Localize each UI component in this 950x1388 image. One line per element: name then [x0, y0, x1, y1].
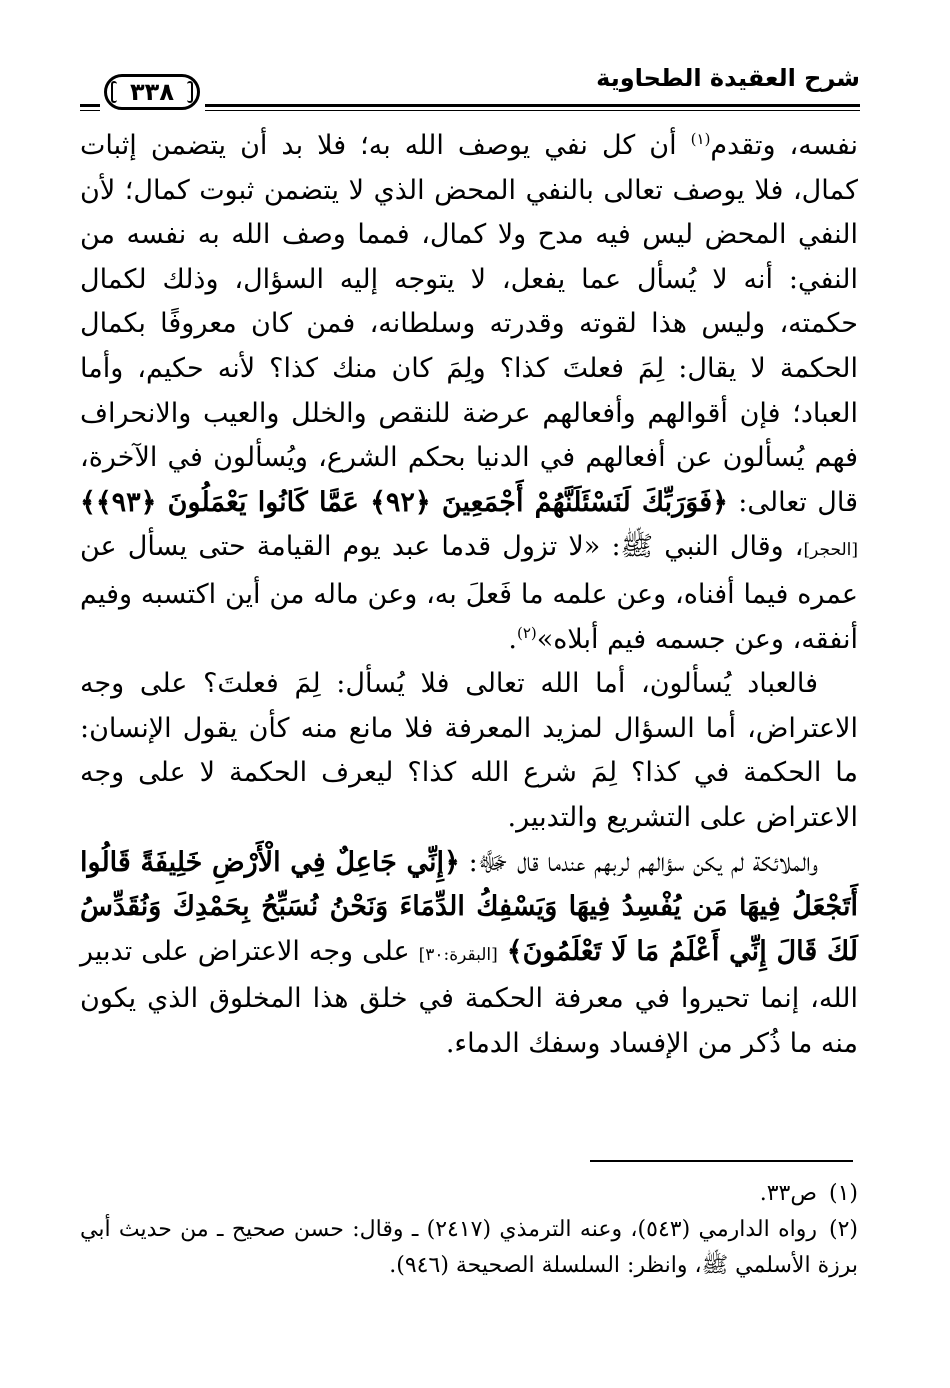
paragraph-1 — [80, 124, 858, 662]
verse-reference-hijr: [الحجر] — [803, 540, 858, 561]
page-header — [80, 62, 860, 112]
header-rule — [205, 104, 860, 111]
footnote-text: رواه الدارمي (٥٤٣)، وعنه الترمذي (٢٤١٧) ـ وقال: حسن صحيح ـ من حديث أبي برزة الأسلمي ﷺ، وانظر: السلسلة الصحيحة (٩٤٦). — [80, 1217, 858, 1278]
main-text — [80, 124, 858, 1066]
footnote-2 — [80, 1212, 858, 1284]
paragraph-3 — [80, 841, 858, 1067]
footnotes — [80, 1176, 858, 1284]
hadith-text: «لا تزول قدما عبد يوم القيامة حتى يسأل عن عمره فيما أفناه، وعن علمه ما فَعلَ به، وعن ماله من أين اكتسبه وفيم أنفقه، وعن جسمه فيم أبلاه» — [80, 531, 858, 655]
book-title: شرح العقيدة الطحاوية — [596, 64, 860, 92]
paragraph-1-end: . — [508, 623, 517, 655]
verse-reference-baqarah: [البقرة:٣٠] — [418, 944, 498, 965]
paragraph-3-intro: والملائكة لم يكن سؤالهم لربهم عندما قال ﷻ: — [459, 846, 818, 878]
page-number: ٣٣٨ — [104, 74, 200, 110]
paragraph-1-body: أن كل نفي يوصف الله به؛ فلا بد أن يتضمن إثبات كمال، فلا يوصف تعالى بالنفي المحض الذي لا يتضمن ثبوت كمال؛ لأن النفي المحض ليس فيه مدح ولا كمال، فمما وصف الله به نفسه من النفي: أنه لا يُسأل عما يفعل، لا يتوجه إليه السؤال، وذلك لكمال حكمته، وليس هذا لقوته وقدرته وسلطانه، فمن كان معروفًا بكمال الحكمة لا يقال: لِمَ فعلتَ كذا؟ ولِمَ كان منك كذا؟ لأنه حكيم، وأما العباد؛ فإن أقوالهم وأفعالهم عرضة للنقص والخلل والعيب والانحراف فهم يُسألون عن أفعالهم في الدنيا بحكم الشرع، ويُسألون في الآخرة، قال تعالى: — [80, 130, 859, 518]
footnote-number: (٢) — [828, 1217, 858, 1242]
quran-verse-baqarah: ﴿إِنِّي جَاعِلٌ فِي الْأَرْضِ خَلِيفَةً قَالُوا أَتَجْعَلُ فِيهَا مَن يُفْسِدُ فِيهَا وَيَسْفِكُ الدِّمَاءَ وَنَحْنُ نُسَبِّحُ بِحَمْدِكَ وَنُقَدِّسُ لَكَ قَالَ إِنِّي أَعْلَمُ مَا لَا تَعْلَمُونَ﴾ — [80, 846, 858, 967]
footnote-text: ص٣٣. — [759, 1181, 817, 1206]
hadith-intro: ، وقال النبي ﷺ: — [600, 531, 804, 563]
paragraph-1-start: نفسه، وتقدم — [710, 130, 858, 161]
quran-verse-hijr: ﴿فَوَرَبِّكَ لَنَسْئَلَنَّهُمْ أَجْمَعِينَ ﴿٩٢﴾ عَمَّا كَانُوا يَعْمَلُونَ ﴿٩٣﴾﴾ — [80, 486, 728, 518]
header-rule-left — [80, 104, 100, 111]
footnote-ref-2: (٢) — [516, 623, 537, 642]
paragraph-2: فالعباد يُسألون، أما الله تعالى فلا يُسأل: لِمَ فعلتَ؟ على وجه الاعتراض، أما السؤال لمزيد المعرفة فلا مانع منه كأن يقول الإنسان: ما الحكمة في كذا؟ لِمَ شرع الله كذا؟ ليعرف الحكمة لا على وجه الاعتراض على التشريع والتدبير. — [80, 668, 858, 833]
footnote-number: (١) — [828, 1181, 858, 1206]
footnote-1 — [80, 1176, 858, 1212]
footnote-ref-1: (١) — [690, 130, 711, 148]
footnote-separator — [590, 1160, 853, 1162]
paragraph-3-end: على وجه الاعتراض على تدبير الله، إنما تحيروا في معرفة الحكمة في خلق هذا المخلوق الذي يكون منه ما ذُكر من الإفساد وسفك الدماء. — [80, 935, 858, 1059]
